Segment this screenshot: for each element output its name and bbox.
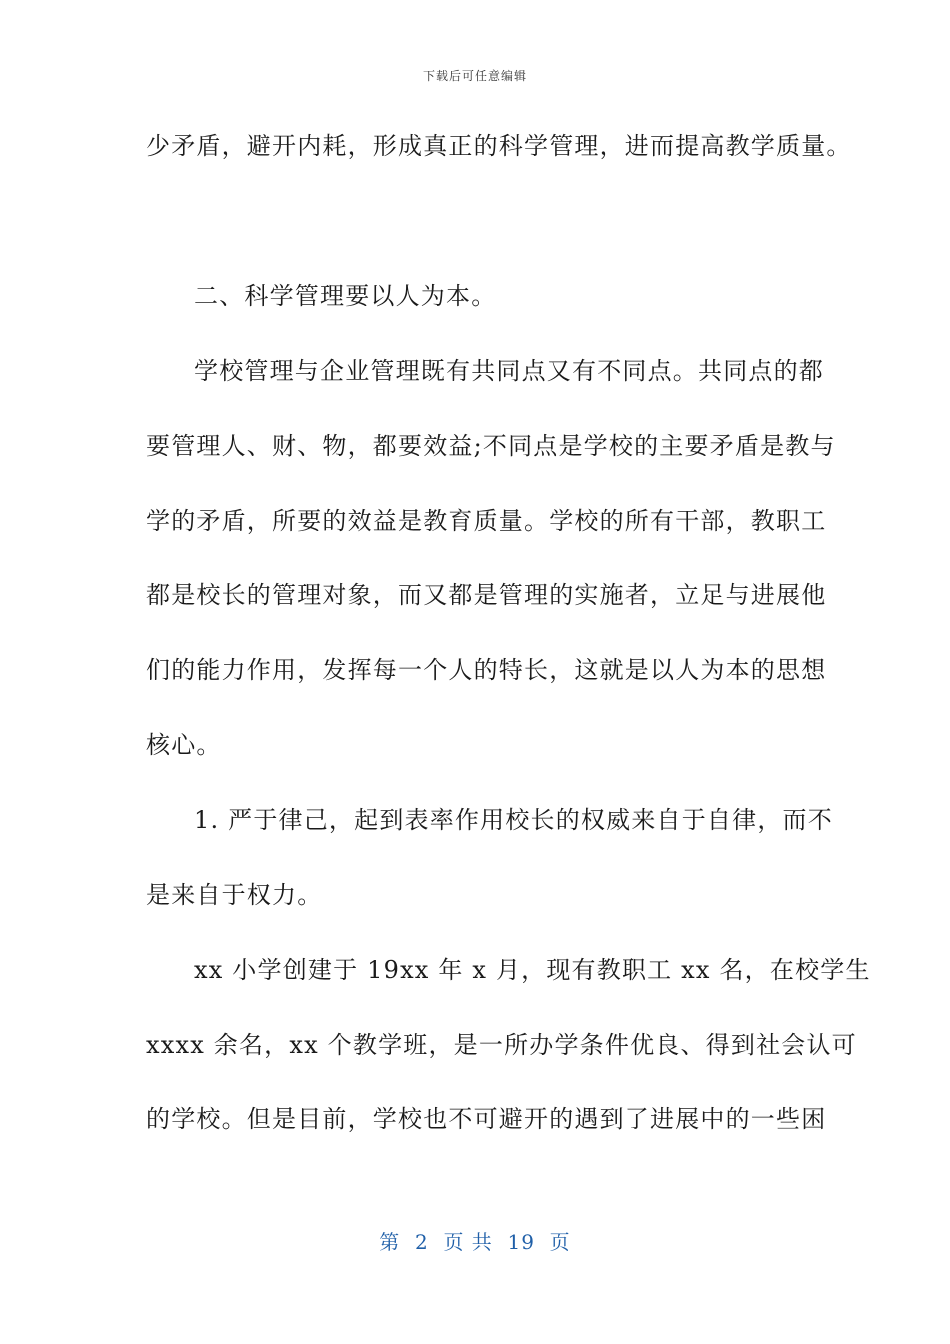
text-line: 学的矛盾，所要的效益是教育质量。学校的所有干部，教职工 xyxy=(146,507,827,535)
page-number: 第 2 页 共 19 页 xyxy=(379,1230,571,1254)
header-note: 下载后可任意编辑 xyxy=(422,69,527,83)
section-heading: 二、科学管理要以人为本。 xyxy=(194,282,497,310)
text-line: 学校管理与企业管理既有共同点又有不同点。共同点的都 xyxy=(194,357,824,385)
text-line: 都是校长的管理对象，而又都是管理的实施者，立足与进展他 xyxy=(146,581,827,609)
text-line: 是来自于权力。 xyxy=(146,881,323,909)
text-line: 核心。 xyxy=(146,731,222,759)
text-line: 要管理人、财、物，都要效益;不同点是学校的主要矛盾是教与 xyxy=(146,432,836,460)
text-line: 少矛盾，避开内耗，形成真正的科学管理，进而提高教学质量。 xyxy=(146,132,852,160)
text-line: 们的能力作用，发挥每一个人的特长，这就是以人为本的思想 xyxy=(146,656,827,684)
text-line: 的学校。但是目前，学校也不可避开的遇到了进展中的一些困 xyxy=(146,1105,827,1133)
text-line: 1. 严于律己，起到表率作用校长的权威来自于自律，而不 xyxy=(194,806,833,834)
text-line: xxxx 余名，xx 个教学班，是一所办学条件优良、得到社会认可 xyxy=(146,1031,857,1059)
text-line: xx 小学创建于 19xx 年 x 月，现有教职工 xx 名，在校学生 xyxy=(194,956,871,984)
